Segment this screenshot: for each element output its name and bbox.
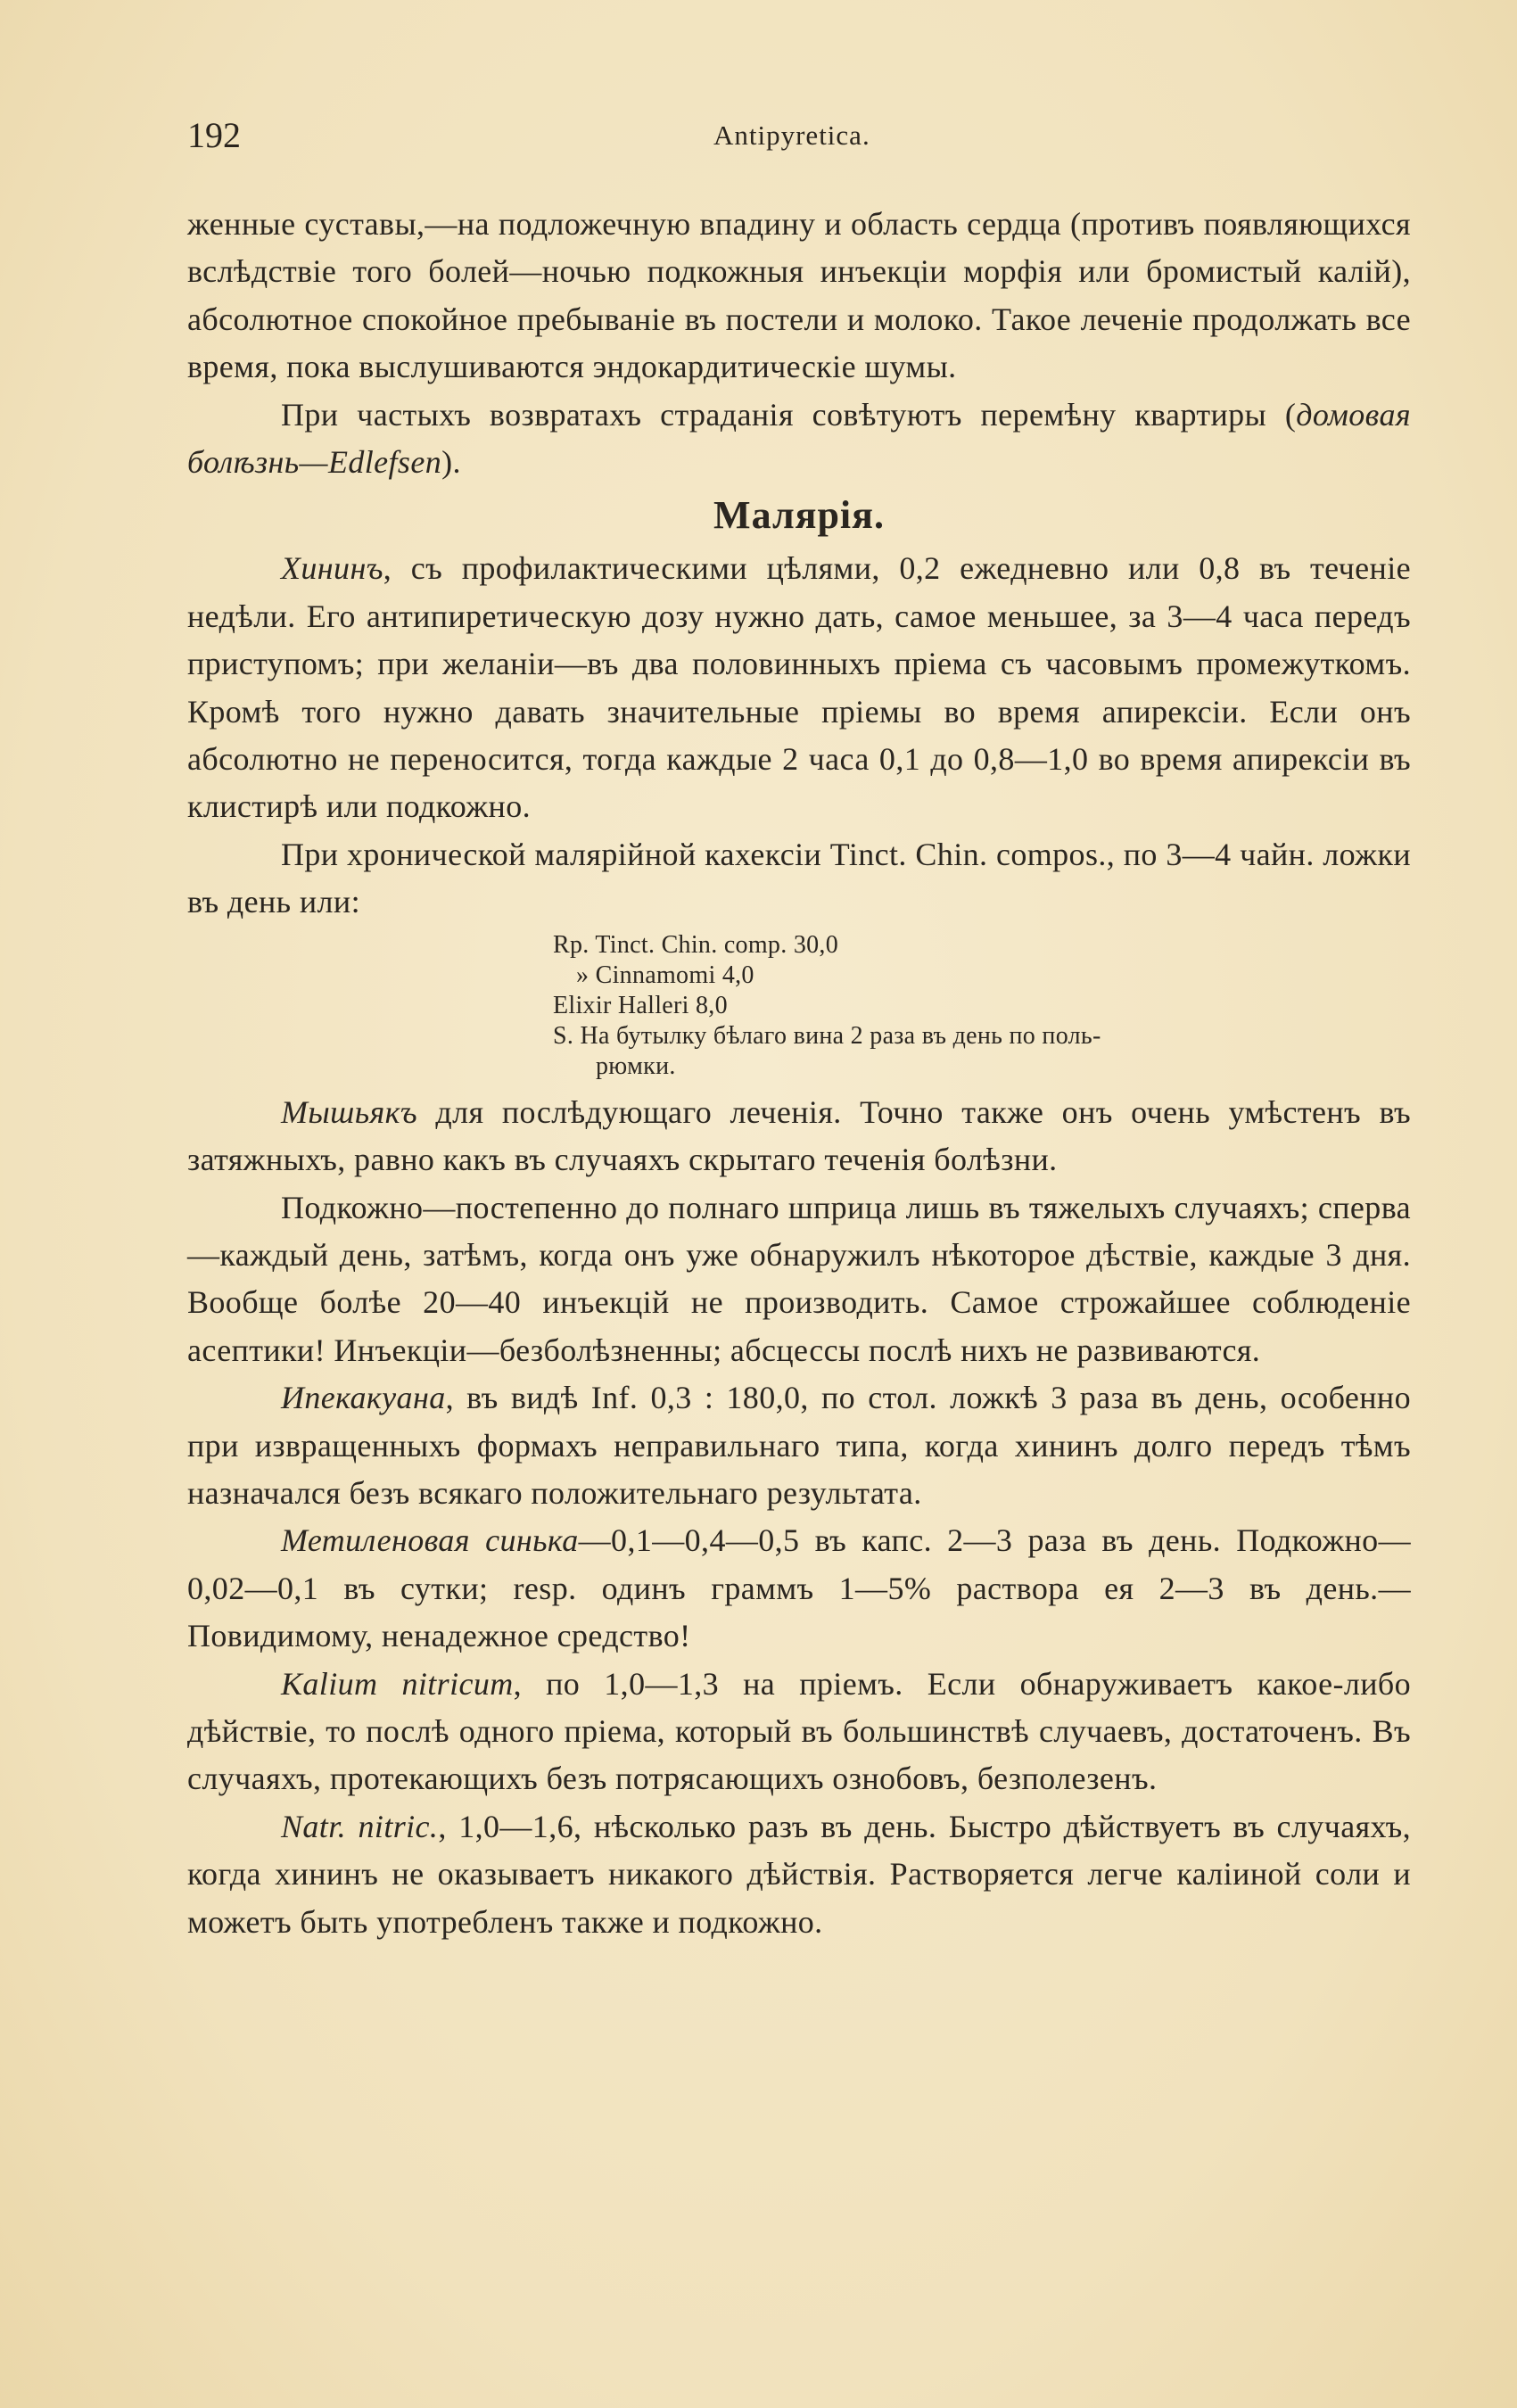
- paragraph: [187, 1803, 1411, 1946]
- paragraph: [187, 1661, 1411, 1803]
- paragraph-text: —0,1—0,4—0,5 въ капс. 2—3 раза въ день. Подкожно—0,02—0,1 въ сутки; resp. одинъ граммъ 1—5% раствора ея 2—3 въ день.—Повидимому, ненадежное средство!: [187, 1522, 1411, 1654]
- paragraph: [187, 831, 1411, 927]
- paragraph-text: При частыхъ возвратахъ страданія совѣтуютъ перемѣну квартиры (: [281, 396, 1297, 433]
- paragraph-text: Подкожно—постепенно до полнаго шприца лишь въ тяжелыхъ случаяхъ; сперва—каждый день, затѣмъ, когда онъ уже обнаружилъ нѣкоторое дѣствіе, каждые 3 дня. Вообще болѣе 20—40 инъекцій не производить. Самое строжайшее соблюденіе асептики! Инъекціи—безболѣзненны; абсцессы послѣ нихъ не развиваются.: [187, 1189, 1411, 1368]
- page-number: 192: [187, 115, 241, 155]
- page-header: [187, 114, 1411, 159]
- prescription: [553, 930, 1356, 1082]
- paragraph-text: При хронической малярійной кахексіи Tinct. Chin. compos., по 3—4 чайн. ложки въ день или:: [187, 836, 1411, 920]
- paragraph: [187, 201, 1411, 392]
- term-lead: Мышьякъ: [281, 1093, 417, 1130]
- running-title: Antipyretica.: [713, 120, 870, 151]
- term-lead: Kalium nitricum: [281, 1665, 514, 1702]
- paragraph: [187, 1517, 1411, 1660]
- paragraph-text: , 1,0—1,6, нѣсколько разъ въ день. Быстро дѣйствуетъ въ случаяхъ, когда хининъ не оказываетъ никакого дѣйствія. Растворяется легче каліиной соли и можетъ быть употребленъ также и подкожно.: [187, 1808, 1411, 1940]
- prescription-line: Elixir Halleri 8,0: [553, 991, 728, 1019]
- section-heading: Малярія.: [713, 493, 885, 538]
- italic-reference: домовая болѣзнь—Edlefsen: [187, 396, 1411, 481]
- paragraph: [187, 392, 1411, 487]
- paragraph-text: , по 1,0—1,3 на пріемъ. Если обнаруживаетъ какое-либо дѣйствіе, то послѣ одного пріема, который въ большинствѣ случаевъ, достаточенъ. Въ случаяхъ, протекающихъ безъ потрясающихъ ознобовъ, безполезенъ.: [187, 1665, 1411, 1797]
- term-lead: Natr. nitric.: [281, 1808, 439, 1844]
- prescription-line: » Cinnamomi 4,0: [576, 961, 754, 989]
- paragraph-text: ).: [441, 444, 461, 481]
- paragraph-text: для послѣдующаго леченія. Точно также онъ очень умѣстенъ въ затяжныхъ, равно какъ въ случаяхъ скрытаго теченія болѣзни.: [187, 1093, 1411, 1178]
- prescription-signa: S. На бутылку бѣлаго вина 2 раза въ день по поль-: [553, 1021, 1101, 1050]
- prescription-signa: рюмки.: [596, 1051, 676, 1080]
- page-body: [187, 201, 1411, 1946]
- paragraph: [187, 545, 1411, 830]
- paragraph-text: , съ профилактическими цѣлями, 0,2 ежедневно или 0,8 въ теченіе недѣли. Его антипиретическую дозу нужно дать, самое меньшее, за 3—4 часа передъ приступомъ; при желаніи—въ два половинныхъ пріема съ часовымъ промежуткомъ. Кромѣ того нужно давать значительные пріемы во время апирексіи. Если онъ абсолютно не переносится, тогда каждые 2 часа 0,1 до 0,8—1,0 во время апирексіи въ клистирѣ или подкожно.: [187, 550, 1411, 825]
- paragraph-text: , въ видѣ Inf. 0,3 : 180,0, по стол. ложкѣ 3 раза въ день, особенно при извращенныхъ формахъ неправильнаго типа, когда хининъ долго передъ тѣмъ назначался безъ всякаго положительнаго результата.: [187, 1380, 1411, 1511]
- prescription-line: Rp. Tinct. Chin. comp. 30,0: [553, 930, 839, 959]
- paragraph: [187, 1184, 1411, 1375]
- term-lead: Хининъ: [281, 550, 383, 587]
- term-lead: Метиленовая синька: [281, 1522, 579, 1559]
- paragraph: [187, 1374, 1411, 1517]
- paragraph-text: женные суставы,—на подложечную впадину и область сердца (противъ появляющихся вслѣдствіе того болей—ночью подкожныя инъекціи морфія или бромистый калій), абсолютное спокойное пребываніе въ постели и молоко. Такое леченіе продолжать все время, пока выслушиваются эндокардитическіе шумы.: [187, 206, 1411, 385]
- term-lead: Ипекакуана: [281, 1380, 446, 1416]
- paragraph: [187, 1089, 1411, 1184]
